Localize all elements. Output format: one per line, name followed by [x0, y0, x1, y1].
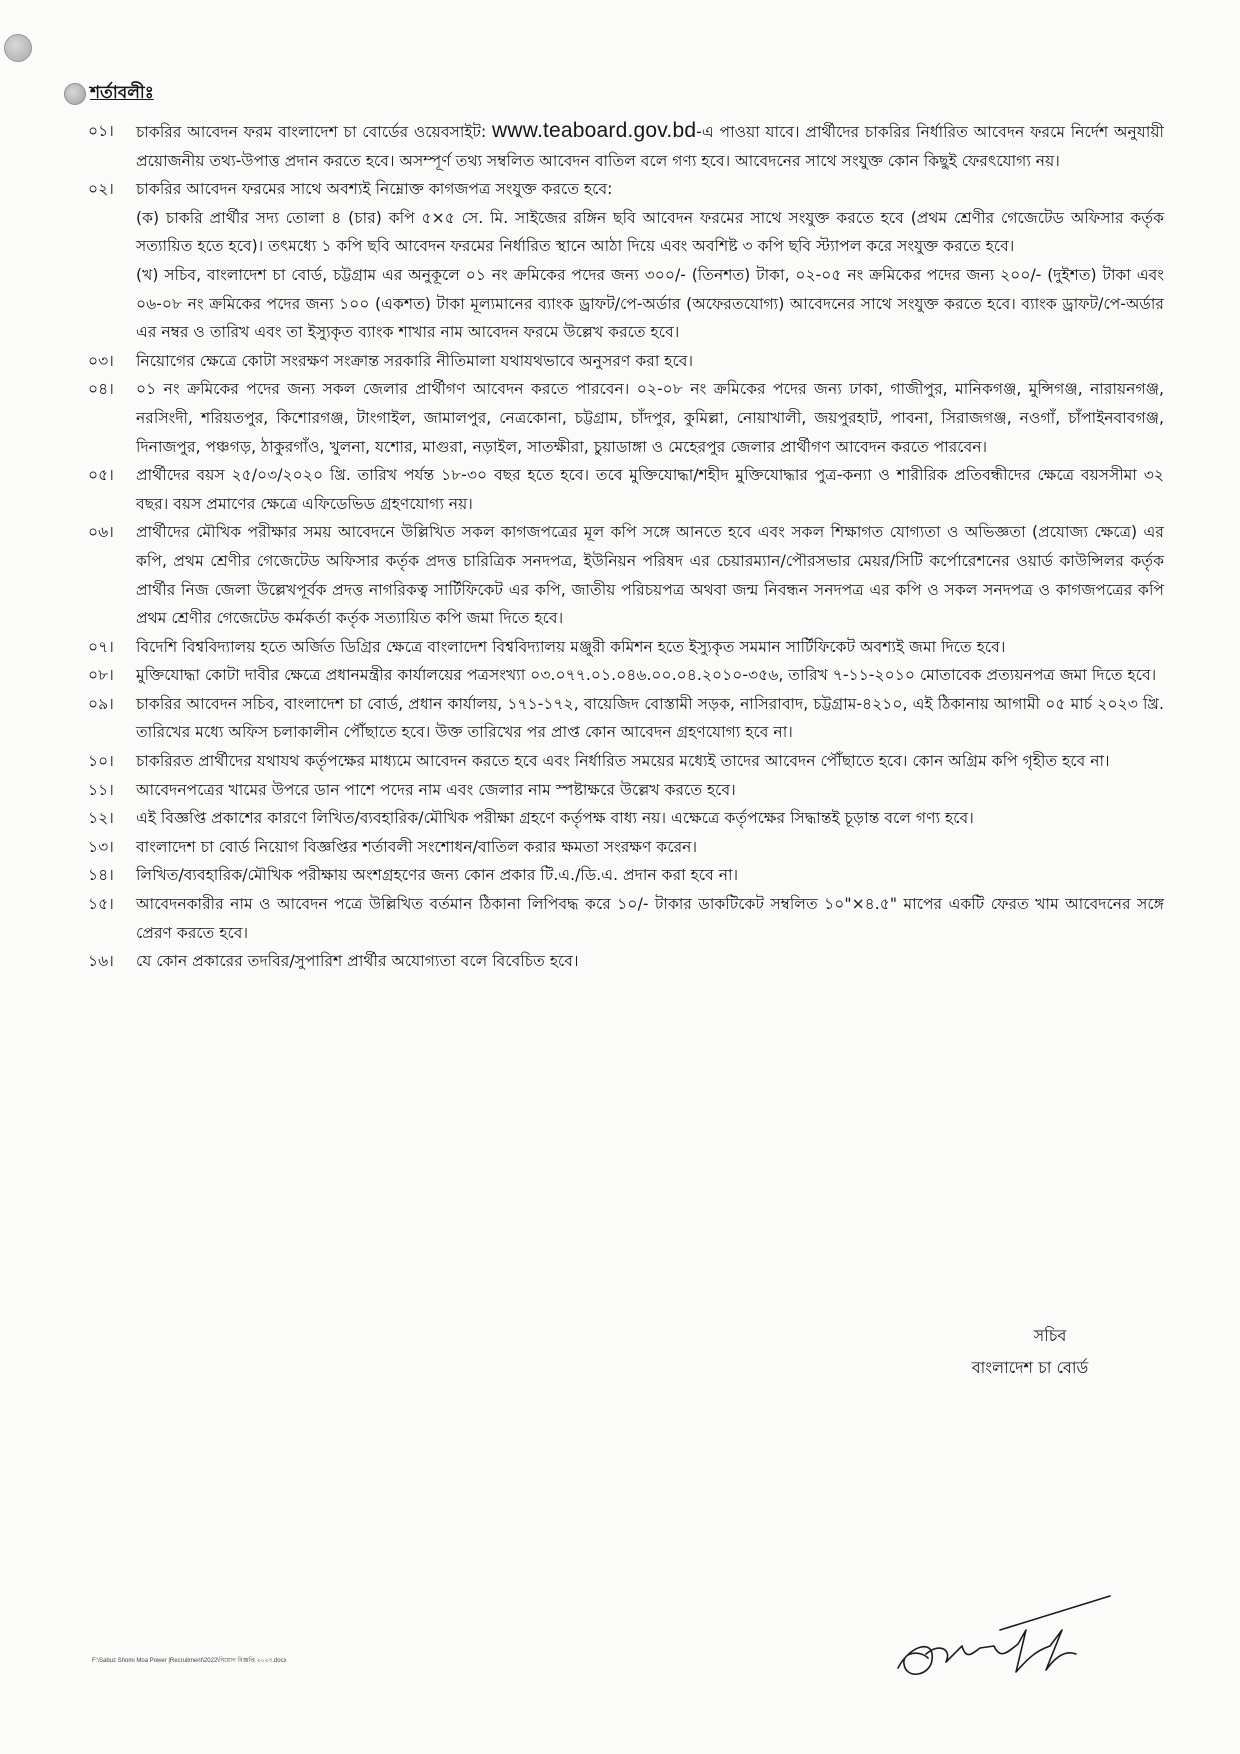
- handwritten-signature: [880, 1590, 1120, 1690]
- heading-text: শর্তাবলীঃ: [90, 83, 154, 103]
- item-text: চাকরির আবেদন ফরমের সাথে অবশ্যই নিম্নোক্ত কাগজপত্র সংযুক্ত করতে হবে:: [136, 180, 613, 199]
- item-number: ০৫।: [88, 466, 114, 485]
- item-text: বাংলাদেশ চা বোর্ড নিয়োগ বিজ্ঞপ্তির শর্তাবলী সংশোধন/বাতিল করার ক্ষমতা সংরক্ষণ করেন।: [136, 837, 698, 856]
- item-number: ০৪।: [88, 380, 114, 399]
- signatory-title: সচিব: [1033, 1326, 1067, 1345]
- item-number: ১০।: [88, 752, 114, 771]
- item-text: আবেদনকারীর নাম ও আবেদন পত্রে উল্লিখিত বর্তমান ঠিকানা লিপিবদ্ধ করে ১০/- টাকার ডাকটিকেট সম্বলিত ১০"×৪.৫" মাপের একটি ফেরত খাম আবেদনের সঙ্গে প্রেরণ করতে হবে।: [136, 895, 1164, 942]
- item-text: ০১ নং ক্রমিকের পদের জন্য সকল জেলার প্রার্থীগণ আবেদন করতে পারবেন। ০২-০৮ নং ক্রমিকের পদের জন্য ঢাকা, গাজীপুর, মানিকগঞ্জ, মুন্সিগঞ্জ, নারায়নগঞ্জ, নরসিংদী, শরিয়তপুর, কিশোরগঞ্জ, টাংগাইল, জামালপুর, নেত্রকোনা, চট্টগ্রাম, চাঁদপুর, কুমিল্লা, নোয়াখালী, জয়পুরহাট, পাবনা, সিরাজগঞ্জ, নওগাঁ, চাঁপাইনবাবগঞ্জ, দিনাজপুর, পঞ্চগড়, ঠাকুরগাঁও, খুলনা, যশোর, মাগুরা, নড়াইল, সাতক্ষীরা, চুয়াডাঙ্গা ও মেহেরপুর জেলার প্রার্থীগণ আবেদন করতে পারবেন।: [136, 380, 1164, 456]
- condition-item-08: [88, 661, 1164, 690]
- condition-item-01: [88, 117, 1164, 175]
- item-number: ১৬।: [88, 952, 114, 971]
- website-link[interactable]: www.teaboard.gov.bd: [492, 119, 697, 142]
- item-number: ১৫।: [88, 895, 114, 914]
- item-number: ০৮।: [88, 666, 114, 685]
- item-number: ০২।: [88, 180, 114, 199]
- condition-item-09: [88, 690, 1164, 747]
- condition-item-11: [88, 776, 1164, 805]
- condition-item-06: [88, 518, 1164, 632]
- punch-mark: [64, 83, 86, 105]
- item-text: প্রার্থীদের মৌখিক পরীক্ষার সময় আবেদনে উল্লিখিত সকল কাগজপত্রের মূল কপি সঙ্গে আনতে হবে এবং সকল শিক্ষাগত যোগ্যতা ও অভিজ্ঞতা (প্রযোজ্য ক্ষেত্রে) এর কপি, প্রথম শ্রেণীর গেজেটেড অফিসার কর্তৃক প্রদত্ত চারিত্রিক সনদপত্র, ইউনিয়ন পরিষদ এর চেয়ারম্যান/পৌরসভার মেয়র/সিটি কর্পোরেশনের ওয়ার্ড কাউন্সিলর কর্তৃক প্রার্থীর নিজ জেলা উল্লেখপূর্বক প্রদত্ত নাগরিকত্ব সার্টিফিকেট এর কপি, জাতীয় পরিচয়পত্র অথবা জন্ম নিবন্ধন সনদপত্র এর কপি ও সকল সনদপত্র ও কাগজপত্রের কপি প্রথম শ্রেণীর গেজেটেড কর্মকর্তা কর্তৃক সত্যায়িত কপি জমা দিতে হবে।: [136, 523, 1164, 628]
- item-number: ১২।: [88, 809, 114, 828]
- item-number: ১১।: [88, 780, 114, 799]
- condition-item-15: [88, 890, 1164, 947]
- item-text: মুক্তিযোদ্ধা কোটা দাবীর ক্ষেত্রে প্রধানমন্ত্রীর কার্যালয়ের পত্রসংখ্যা ০৩.০৭৭.০১.০৪৬.০০.০৪.২০১০-৩৫৬, তারিখ ৭-১১-২০১০ মোতাবেক প্রত্যয়নপত্র জমা দিতে হবে।: [136, 666, 1157, 685]
- condition-item-16: [88, 947, 1164, 976]
- condition-item-04: [88, 375, 1164, 461]
- item-text-part: চাকরির আবেদন ফরম বাংলাদেশ চা বোর্ডের ওয়েবসাইট:: [136, 123, 493, 141]
- conditions-heading: [64, 80, 154, 108]
- item-text: এই বিজ্ঞপ্তি প্রকাশের কারণে লিখিত/ব্যবহারিক/মৌখিক পরীক্ষা গ্রহণে কর্তৃপক্ষ বাধ্য নয়। এক্ষেত্রে কর্তৃপক্ষের সিদ্ধান্তই চূড়ান্ত বলে গণ্য হবে।: [136, 809, 974, 828]
- sub-item-ka: (ক) চাকরি প্রার্থীর সদ্য তোলা ৪ (চার) কপি ৫×৫ সে. মি. সাইজের রঙ্গিন ছবি আবেদন ফরমের সাথে সংযুক্ত করতে হবে (প্রথম শ্রেণীর গেজেটেড অফিসার কর্তৃক সত্যায়িত হতে হবে)। তৎমধ্যে ১ কপি ছবি আবেদন ফরমের নির্ধারিত স্থানে আঠা দিয়ে এবং অবশিষ্ট ৩ কপি ছবি স্ট্যাপল করে সংযুক্ত করতে হবে।: [136, 208, 1164, 256]
- item-text: নিয়োগের ক্ষেত্রে কোটা সংরক্ষণ সংক্রান্ত সরকারি নীতিমালা যথাযথভাবে অনুসরণ করা হবে।: [136, 351, 694, 370]
- signatory-block: [900, 1320, 1160, 1384]
- item-number: ০৬।: [88, 523, 114, 542]
- item-text: বিদেশি বিশ্ববিদ্যালয় হতে অর্জিত ডিগ্রির ক্ষেত্রে বাংলাদেশ বিশ্ববিদ্যালয় মঞ্জুরী কমিশন হতে ইস্যুকৃত সমমান সার্টিফিকেট অবশ্যই জমা দিতে হবে।: [136, 637, 1006, 656]
- item-number: ০৩।: [88, 351, 114, 370]
- condition-item-05: [88, 461, 1164, 518]
- item-text-part: -এ পাওয়া যাবে। প্রার্থীদের চাকরির নির্ধারিত আবেদন ফরমে নির্দেশ অনুযায়ী প্রয়োজনীয় তথ্য-উপাত্ত প্রদান করতে হবে। অসম্পূর্ণ তথ্য সম্বলিত আবেদন বাতিল বলে গণ্য হবে। আবেদনের সাথে সংযুক্ত কোন কিছুই ফেরৎযোগ্য নয়।: [136, 123, 1164, 170]
- condition-item-12: [88, 804, 1164, 833]
- condition-item-13: [88, 833, 1164, 862]
- item-text: চাকরিরত প্রার্থীদের যথাযথ কর্তৃপক্ষের মাধ্যমে আবেদন করতে হবে এবং নির্ধারিত সময়ের মধ্যেই তাদের আবেদন পৌঁছাতে হবে। কোন অগ্রিম কপি গৃহীত হবে না।: [136, 752, 1110, 771]
- condition-item-10: [88, 747, 1164, 776]
- signatory-org: বাংলাদেশ চা বোর্ড: [971, 1358, 1089, 1377]
- item-text: লিখিত/ব্যবহারিক/মৌখিক পরীক্ষায় অংশগ্রহণের জন্য কোন প্রকার টি.এ./ডি.এ. প্রদান করা হবে না।: [136, 866, 739, 885]
- punch-hole: [4, 34, 32, 62]
- item-text: [136, 117, 1164, 175]
- sub-item-kha: (খ) সচিব, বাংলাদেশ চা বোর্ড, চট্টগ্রাম এর অনুকূলে ০১ নং ক্রমিকের পদের জন্য ৩০০/- (তিনশত) টাকা, ০২-০৫ নং ক্রমিকের পদের জন্য ২০০/- (দুইশত) টাকা এবং ০৬-০৮ নং ক্রমিকের পদের জন্য ১০০ (একশত) টাকা মূল্যমানের ব্যাংক ড্রাফট/পে-অর্ডার (অফেরতযোগ্য) আবেদনের সাথে সংযুক্ত করতে হবে। ব্যাংক ড্রাফট/পে-অর্ডার এর নম্বর ও তারিখ এবং তা ইস্যুকৃত ব্যাংক শাখার নাম আবেদন ফরমে উল্লেখ করতে হবে।: [136, 265, 1164, 342]
- item-number: ০৭।: [88, 637, 114, 656]
- condition-item-14: [88, 861, 1164, 890]
- item-text: চাকরির আবেদন সচিব, বাংলাদেশ চা বোর্ড, প্রধান কার্যালয়, ১৭১-১৭২, বায়েজিদ বোস্তামী সড়ক, নাসিরাবাদ, চট্টগ্রাম-৪২১০, এই ঠিকানায় আগামী ০৫ মার্চ ২০২৩ খ্রি. তারিখের মধ্যে অফিস চলাকালীন পৌঁছাতে হবে। উক্ত তারিখের পর প্রাপ্ত কোন আবেদন গ্রহণযোগ্য হবে না।: [136, 694, 1164, 742]
- item-number: ১৩।: [88, 837, 114, 856]
- condition-item-02: [88, 175, 1164, 204]
- condition-item-07: [88, 633, 1164, 662]
- conditions-list: [88, 117, 1164, 976]
- item-number: ০৯।: [88, 694, 114, 713]
- item-number: ১৪।: [88, 866, 114, 885]
- item-number: ০১।: [88, 122, 114, 140]
- item-text: যে কোন প্রকারের তদবির/সুপারিশ প্রার্থীর অযোগ্যতা বলে বিবেচিত হবে।: [136, 952, 579, 971]
- file-path-footer: F:\Sabuz Shomi Moa Power |Recruitment\2022\নিয়োগ বিজ্ঞপ্তি ২০২৩.docx: [92, 1658, 287, 1664]
- item-text: আবেদনপত্রের খামের উপরে ডান পাশে পদের নাম এবং জেলার নাম স্পষ্টাক্ষরে উল্লেখ করতে হবে।: [136, 780, 736, 799]
- item-text: প্রার্থীদের বয়স ২৫/০৩/২০২০ খ্রি. তারিখ পর্যন্ত ১৮-৩০ বছর হতে হবে। তবে মুক্তিযোদ্ধা/শহীদ মুক্তিযোদ্ধার পুত্র-কন্যা ও শারীরিক প্রতিবন্ধীদের ক্ষেত্রে বয়সসীমা ৩২ বছর। বয়স প্রমাণের ক্ষেত্রে এফিডেভিড গ্রহণযোগ্য নয়।: [136, 466, 1164, 513]
- condition-item-03: [88, 347, 1164, 376]
